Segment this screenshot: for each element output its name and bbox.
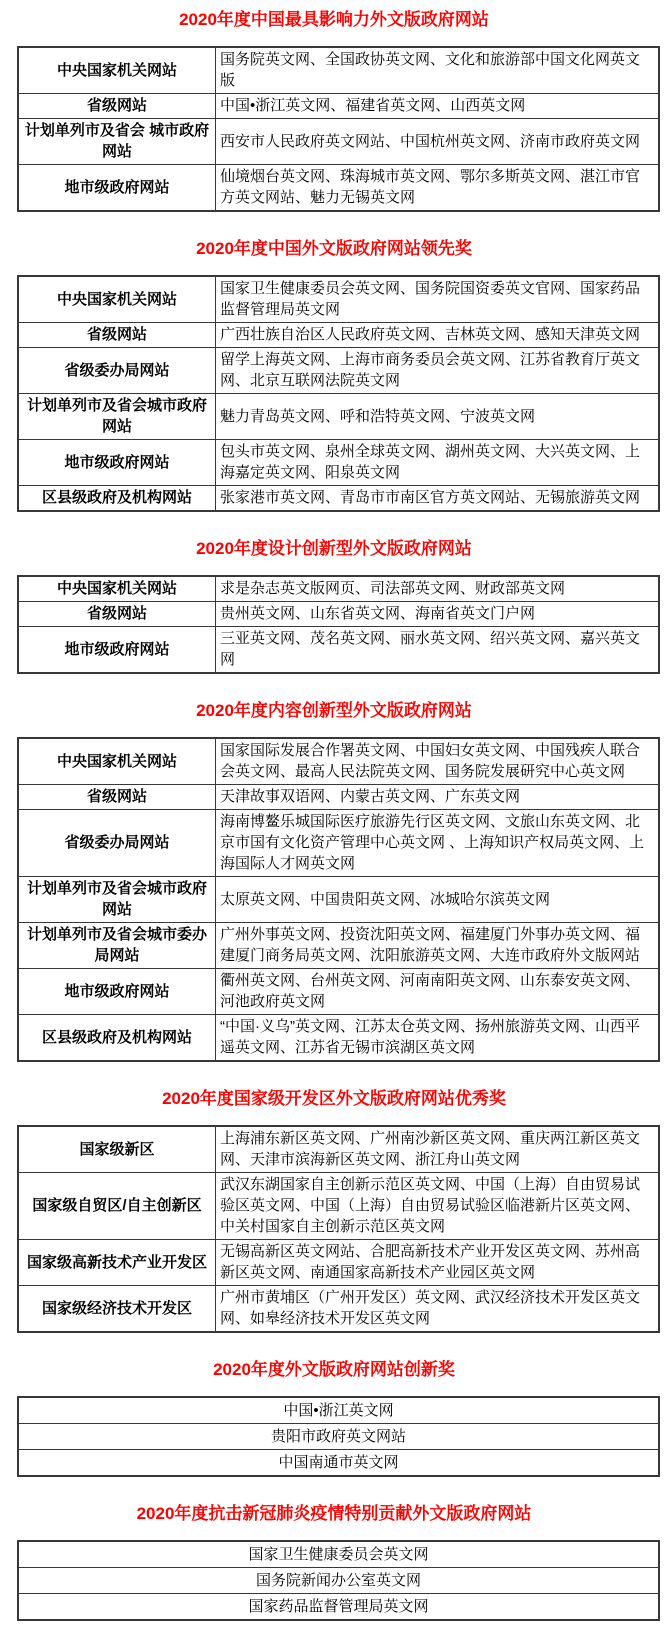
table-row bbox=[18, 1541, 659, 1568]
section-title: 2020年度中国最具影响力外文版政府网站 bbox=[179, 10, 489, 29]
table-row bbox=[18, 785, 659, 810]
winner-site-cell: 国家卫生健康委员会英文网 bbox=[18, 1541, 659, 1568]
category-label-cell: 省级委办局网站 bbox=[18, 348, 216, 394]
table-row bbox=[18, 1397, 659, 1424]
winner-sites-cell: 魅力青岛英文网、呼和浩特英文网、宁波英文网 bbox=[216, 394, 660, 440]
category-label-cell: 地市级政府网站 bbox=[18, 165, 216, 212]
winner-sites-cell: 天津故事双语网、内蒙古英文网、广东英文网 bbox=[216, 785, 660, 810]
winner-site-cell: 国家药品监督管理局英文网 bbox=[18, 1594, 659, 1621]
category-label-cell: 地市级政府网站 bbox=[18, 627, 216, 674]
winner-sites-cell: 上海浦东新区英文网、广州南沙新区英文网、重庆两江新区英文网、天津市滨海新区英文网、浙江舟山英文网 bbox=[216, 1126, 660, 1173]
section-title: 2020年度抗击新冠肺炎疫情特别贡献外文版政府网站 bbox=[136, 1504, 532, 1523]
category-label-cell: 省级网站 bbox=[18, 323, 216, 348]
winner-sites-cell: 广州市黄埔区（广州开发区）英文网、武汉经济技术开发区英文网、如皋经济技术开发区英文网 bbox=[216, 1286, 660, 1333]
table-row bbox=[18, 348, 659, 394]
category-label-cell: 地市级政府网站 bbox=[18, 440, 216, 486]
table-row bbox=[18, 440, 659, 486]
category-label-cell: 中央国家机关网站 bbox=[18, 47, 216, 94]
category-label-cell: 省级网站 bbox=[18, 94, 216, 119]
table-row bbox=[18, 323, 659, 348]
table-row bbox=[18, 1286, 659, 1333]
table-row bbox=[18, 119, 659, 165]
category-label-cell: 国家级新区 bbox=[18, 1126, 216, 1173]
category-label-cell: 地市级政府网站 bbox=[18, 969, 216, 1015]
section-title: 2020年度设计创新型外文版政府网站 bbox=[196, 539, 472, 558]
winner-site-cell: 中国•浙江英文网 bbox=[18, 1397, 659, 1424]
category-label-cell: 中央国家机关网站 bbox=[18, 276, 216, 323]
winner-sites-cell: 衢州英文网、台州英文网、河南南阳英文网、山东泰安英文网、河池政府英文网 bbox=[216, 969, 660, 1015]
table-row bbox=[18, 47, 659, 94]
table-row bbox=[18, 276, 659, 323]
winner-sites-cell: 武汉东湖国家自主创新示范区英文网、中国（上海）自由贸易试验区英文网、中国（上海）自由贸易试验区临港新片区英文网、中关村国家自主创新示范区英文网 bbox=[216, 1173, 660, 1240]
table-row bbox=[18, 1450, 659, 1477]
winner-sites-cell: 仙境烟台英文网、珠海城市英文网、鄂尔多斯英文网、湛江市官方英文网站、魅力无锡英文网 bbox=[216, 165, 660, 212]
table-row bbox=[18, 1015, 659, 1062]
award-winner-list-table bbox=[17, 1540, 660, 1621]
winner-site-cell: 国务院新闻办公室英文网 bbox=[18, 1568, 659, 1594]
category-label-cell: 中央国家机关网站 bbox=[18, 738, 216, 785]
section-title: 2020年度中国外文版政府网站领先奖 bbox=[196, 239, 472, 258]
category-label-cell: 区县级政府及机构网站 bbox=[18, 486, 216, 512]
table-row bbox=[18, 810, 659, 877]
winner-sites-cell: 无锡高新区英文网站、合肥高新技术产业开发区英文网、苏州高新区英文网、南通国家高新技术产业园区英文网 bbox=[216, 1240, 660, 1286]
category-label-cell: 区县级政府及机构网站 bbox=[18, 1015, 216, 1062]
winner-sites-cell: 求是杂志英文版网页、司法部英文网、财政部英文网 bbox=[216, 576, 660, 602]
table-row bbox=[18, 969, 659, 1015]
table-row bbox=[18, 923, 659, 969]
category-label-cell: 国家级高新技术产业开发区 bbox=[18, 1240, 216, 1286]
table-row bbox=[18, 165, 659, 212]
winner-sites-cell: 包头市英文网、泉州全球英文网、湖州英文网、大兴英文网、上海嘉定英文网、阳泉英文网 bbox=[216, 440, 660, 486]
winner-sites-cell: 广州外事英文网、投资沈阳英文网、福建厦门外事办英文网、福建厦门商务局英文网、沈阳旅游英文网、大连市政府外文版网站 bbox=[216, 923, 660, 969]
category-label-cell: 计划单列市及省会 城市政府网站 bbox=[18, 119, 216, 165]
category-label-cell: 计划单列市及省会城市委办局网站 bbox=[18, 923, 216, 969]
award-category-table bbox=[17, 575, 660, 674]
award-category-table bbox=[17, 737, 660, 1062]
table-row bbox=[18, 94, 659, 119]
winner-sites-cell: 国家国际发展合作署英文网、中国妇女英文网、中国残疾人联合会英文网、最高人民法院英文网、国务院发展研究中心英文网 bbox=[216, 738, 660, 785]
winner-sites-cell: 三亚英文网、茂名英文网、丽水英文网、绍兴英文网、嘉兴英文网 bbox=[216, 627, 660, 674]
category-label-cell: 计划单列市及省会城市政府网站 bbox=[18, 394, 216, 440]
winner-sites-cell: 国家卫生健康委员会英文网、国务院国资委英文官网、国家药品监督管理局英文网 bbox=[216, 276, 660, 323]
winner-site-cell: 贵阳市政府英文网站 bbox=[18, 1424, 659, 1450]
table-row bbox=[18, 602, 659, 627]
category-label-cell: 国家级经济技术开发区 bbox=[18, 1286, 216, 1333]
table-row bbox=[18, 1240, 659, 1286]
category-label-cell: 计划单列市及省会城市政府网站 bbox=[18, 877, 216, 923]
section-title: 2020年度国家级开发区外文版政府网站优秀奖 bbox=[162, 1089, 506, 1108]
category-label-cell: 省级网站 bbox=[18, 602, 216, 627]
award-category-table bbox=[17, 1125, 660, 1333]
table-row bbox=[18, 394, 659, 440]
award-winner-list-table bbox=[17, 1396, 660, 1477]
award-category-table bbox=[17, 46, 660, 212]
winner-sites-cell: 贵州英文网、山东省英文网、海南省英文门户网 bbox=[216, 602, 660, 627]
winner-sites-cell: 海南博鳌乐城国际医疗旅游先行区英文网、文旅山东英文网、北京市国有文化资产管理中心英文网 、上海知识产权局英文网、上海国际人才网英文网 bbox=[216, 810, 660, 877]
table-row bbox=[18, 627, 659, 674]
winner-sites-cell: 太原英文网、中国贵阳英文网、冰城哈尔滨英文网 bbox=[216, 877, 660, 923]
category-label-cell: 省级委办局网站 bbox=[18, 810, 216, 877]
winner-sites-cell: “中国·义乌”英文网、江苏太仓英文网、扬州旅游英文网、山西平遥英文网、江苏省无锡市滨湖区英文网 bbox=[216, 1015, 660, 1062]
table-row bbox=[18, 486, 659, 512]
table-row bbox=[18, 1424, 659, 1450]
table-row bbox=[18, 576, 659, 602]
winner-sites-cell: 西安市人民政府英文网站、中国杭州英文网、济南市政府英文网 bbox=[216, 119, 660, 165]
table-row bbox=[18, 1594, 659, 1621]
section-title: 2020年度内容创新型外文版政府网站 bbox=[196, 701, 472, 720]
category-label-cell: 省级网站 bbox=[18, 785, 216, 810]
category-label-cell: 国家级自贸区/自主创新区 bbox=[18, 1173, 216, 1240]
table-row bbox=[18, 877, 659, 923]
winner-site-cell: 中国南通市英文网 bbox=[18, 1450, 659, 1477]
winner-sites-cell: 张家港市英文网、青岛市市南区官方英文网站、无锡旅游英文网 bbox=[216, 486, 660, 512]
winner-sites-cell: 中国•浙江英文网、福建省英文网、山西英文网 bbox=[216, 94, 660, 119]
table-row bbox=[18, 738, 659, 785]
table-row bbox=[18, 1126, 659, 1173]
category-label-cell: 中央国家机关网站 bbox=[18, 576, 216, 602]
section-title: 2020年度外文版政府网站创新奖 bbox=[213, 1360, 455, 1379]
winner-sites-cell: 留学上海英文网、上海市商务委员会英文网、江苏省教育厅英文网、北京互联网法院英文网 bbox=[216, 348, 660, 394]
award-category-table bbox=[17, 275, 660, 512]
table-row bbox=[18, 1568, 659, 1594]
table-row bbox=[18, 1173, 659, 1240]
winner-sites-cell: 国务院英文网、全国政协英文网、文化和旅游部中国文化网英文版 bbox=[216, 47, 660, 94]
winner-sites-cell: 广西壮族自治区人民政府英文网、吉林英文网、感知天津英文网 bbox=[216, 323, 660, 348]
